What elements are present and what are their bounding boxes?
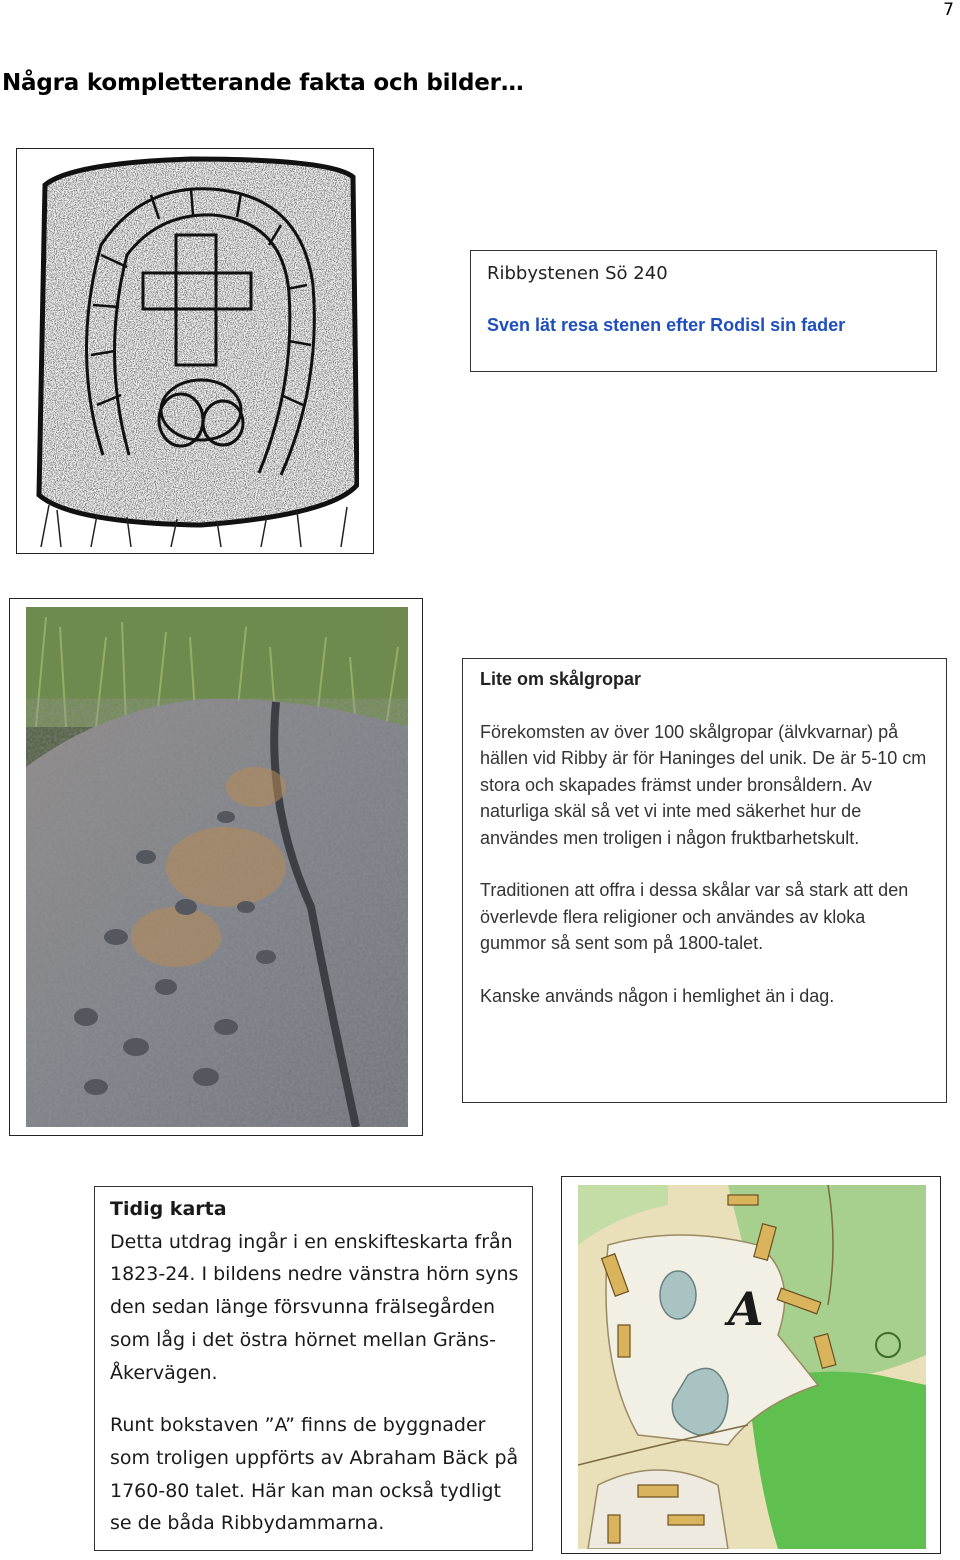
cupmarks-text-box xyxy=(462,658,947,1103)
runestone-image xyxy=(31,155,359,547)
map-paragraph-1: Detta utdrag ingår i en enskifteskarta från 1823-24. I bildens nedre vänstra hörn syns den sedan länge försvunna frälsegården som låg i det östra hörnet mellan Gräns-Åkervägen. xyxy=(110,1230,519,1384)
cupmarks-title: Lite om skålgropar xyxy=(480,669,642,689)
cupmarks-paragraph-3: Kanske används någon i hemlighet än i dag. xyxy=(480,985,835,1006)
map-label-a: A xyxy=(728,1282,764,1336)
historic-map-image xyxy=(578,1185,926,1549)
map-photo-frame xyxy=(561,1176,941,1554)
page-number: 7 xyxy=(943,0,954,20)
runestone-photo-frame xyxy=(16,148,374,554)
map-text-box xyxy=(94,1186,533,1551)
runestone-caption-title: Ribbystenen Sö 240 xyxy=(487,263,668,284)
cupmarks-paragraph-2: Traditionen att offra i dessa skålar var så stark att den överlevde flera religioner och användes av kloka gummor så sent som på 1800-talet. xyxy=(480,880,909,953)
cupmarks-photo-frame xyxy=(9,598,423,1136)
map-title: Tidig karta xyxy=(110,1198,227,1220)
runestone-caption-box xyxy=(470,250,937,372)
cupmarks-paragraph-1: Förekomsten av över 100 skålgropar (älvkvarnar) på hällen vid Ribby är för Haninges del unik. De är 5-10 cm stora och skapades främst under bronsåldern. Av naturliga skäl så vet vi inte med säkerhet hur de användes men troligen i någon fruktbarhetskult. xyxy=(480,721,927,848)
page-title: Några kompletterande fakta och bilder… xyxy=(2,70,524,96)
runestone-caption-text: Sven lät resa stenen efter Rodisl sin fader xyxy=(487,315,846,335)
cupmarks-rock-image xyxy=(26,607,408,1127)
map-paragraph-2: Runt bokstaven ”A” finns de byggnader som troligen uppförts av Abraham Bäck på 1760-80 talet. Här kan man också tydligt se de båda Ribbydammarna. xyxy=(110,1414,519,1535)
